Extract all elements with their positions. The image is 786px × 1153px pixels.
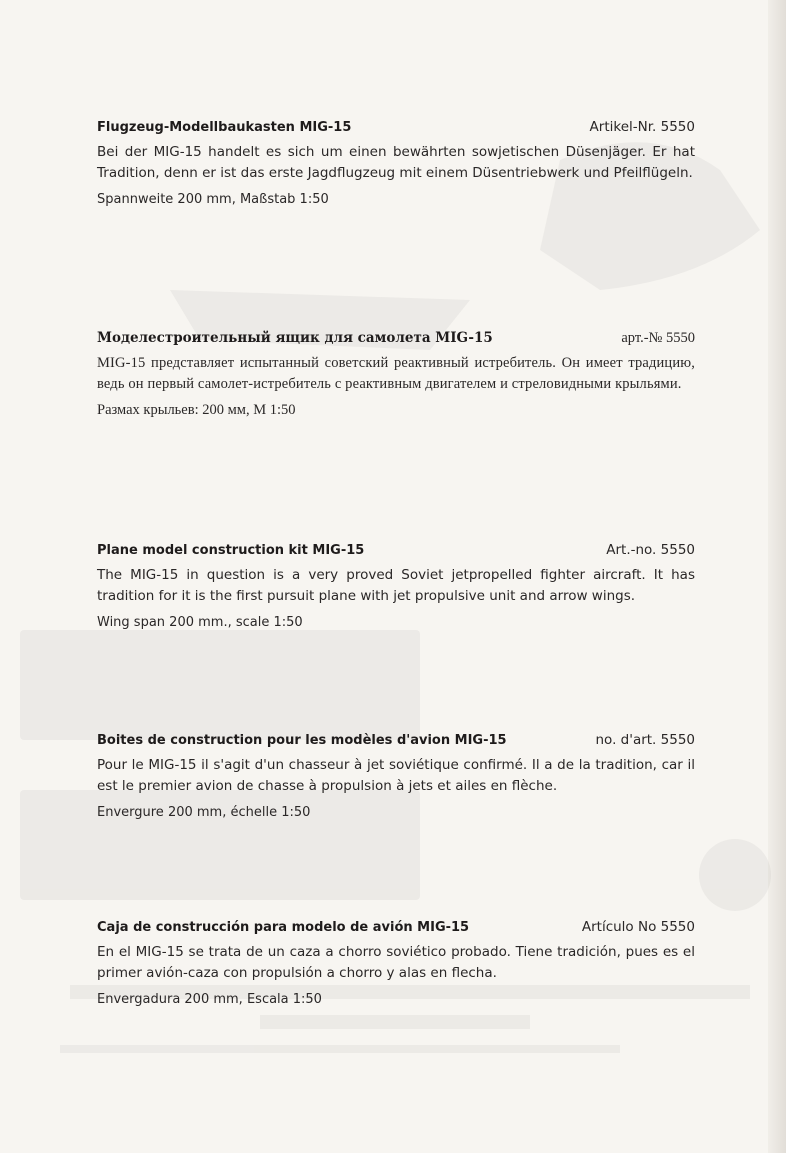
product-title: Boites de construction pour les modèles d'avion MIG-15 [97, 733, 507, 748]
product-title: Plane model construction kit MIG-15 [97, 543, 365, 558]
section-header [97, 542, 695, 564]
product-description: En el MIG-15 se trata de un caza a chorro soviético probado. Tiene tradición, pues es el primer avión-caza con propulsión a chorro y alas en flecha. [97, 944, 695, 981]
section-header [97, 732, 695, 754]
page-edge [768, 0, 786, 1153]
product-spec: Envergadura 200 mm, Escala 1:50 [97, 992, 322, 1007]
section-header [97, 330, 695, 352]
section-header [97, 919, 695, 941]
section-german [97, 119, 695, 210]
section-spanish [97, 919, 695, 1010]
article-number: Artikel-Nr. 5550 [589, 119, 695, 135]
section-english [97, 542, 695, 633]
article-number: арт.-№ 5550 [621, 330, 695, 346]
product-description: The MIG-15 in question is a very proved Soviet jetpropelled fighter aircraft. It has tradition for it is the first pursuit plane with jet propulsive unit and arrow wings. [97, 567, 695, 604]
article-number: Art.-no. 5550 [606, 542, 695, 558]
product-description: Bei der MIG-15 handelt es sich um einen bewährten sowjetischen Düsenjäger. Er hat Tradition, denn er ist das erste Jagdflugzeug mit einem Düsentriebwerk und Pfeilflügeln. [97, 144, 695, 181]
product-spec: Wing span 200 mm., scale 1:50 [97, 615, 303, 630]
product-description: Pour le MIG-15 il s'agit d'un chasseur à jet soviétique confirmé. Il a de la tradition, car il est le premier avion de chasse à propulsion à jets et ailes en flèche. [97, 757, 695, 794]
article-number: Artículo No 5550 [581, 919, 695, 935]
product-title: Моделестроительный ящик для самолета MIG-15 [97, 330, 493, 346]
section-russian [97, 330, 695, 421]
product-title: Flugzeug-Modellbaukasten MIG-15 [97, 120, 352, 135]
product-spec: Envergure 200 mm, échelle 1:50 [97, 805, 311, 820]
product-spec: Spannweite 200 mm, Maßstab 1:50 [97, 192, 329, 207]
section-french [97, 732, 695, 823]
section-header [97, 119, 695, 141]
product-spec: Размах крыльев: 200 мм, М 1:50 [97, 402, 296, 418]
article-number: no. d'art. 5550 [595, 732, 695, 748]
product-title: Caja de construcción para modelo de avión MIG-15 [97, 920, 470, 935]
product-description: MIG-15 представляет испытанный советский реактивный истребитель. Он имеет традицию, ведь он первый самолет-истребитель с реактивным двигателем и стреловидными крыльями. [97, 355, 695, 392]
